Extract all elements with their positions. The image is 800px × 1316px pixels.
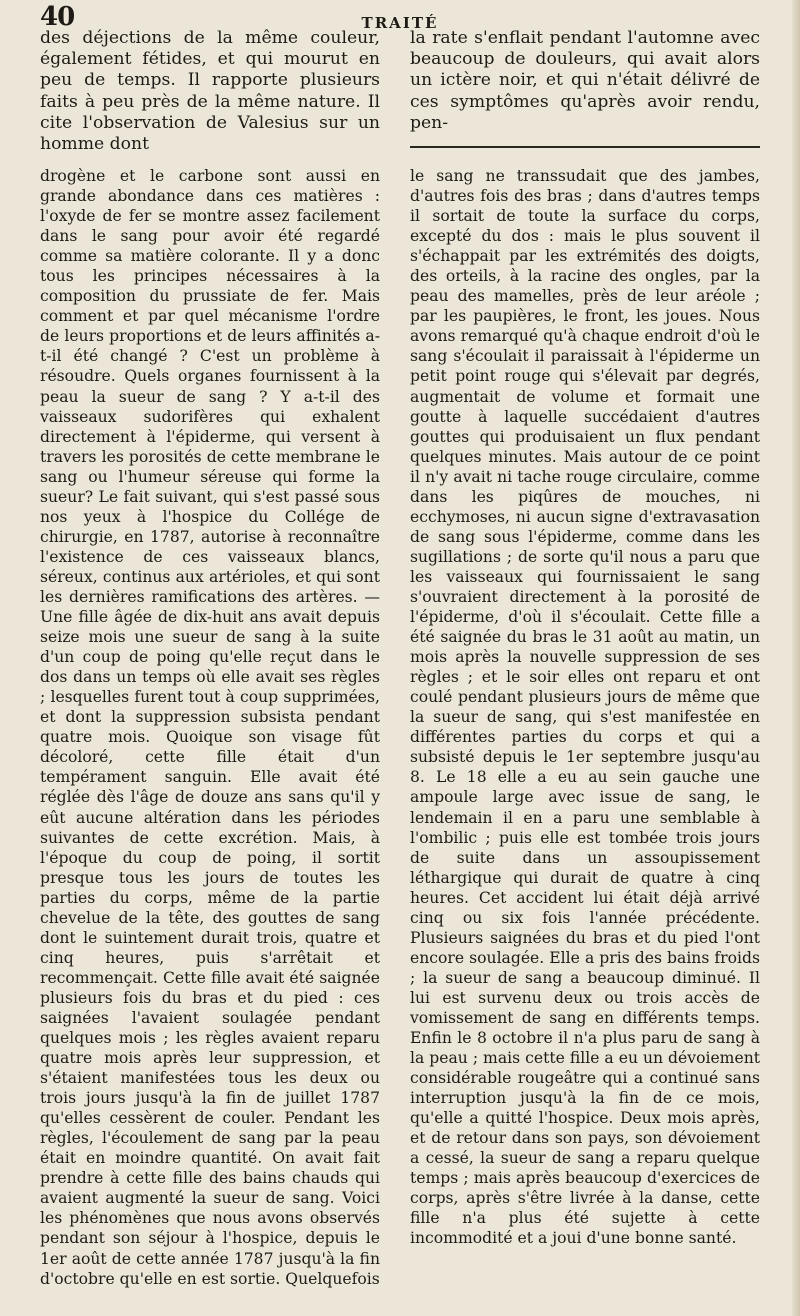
main-text-right-column: la rate s'enflait pendant l'automne avec beaucoup de douleurs, qui avait alors un ictère noir, et qui n'était délivré de ces symptômes qu'après avoir rendu, pen-: [410, 28, 760, 133]
footnote-left-column: drogène et le carbone sont aussi en grande abondance dans ces matières : l'oxyde de fer se montre assez facilement dans le sang pour avoir été regardé comme sa matière colorante. Il y a donc tous les principes nécessaires à la composition du prussiate de fer. Mais comment et par quel mécanisme l'ordre de leurs proportions et de leurs affinités a-t-il été changé ? C'est un problème à résoudre. Quels organes fournissent à la peau la sueur de sang ? Y a-t-il des vaisseaux sudorifères qui exhalent directement à l'épiderme, qui versent à travers les porosités de cette membrane le sang ou l'humeur séreuse qui forme la sueur? Le fait suivant, qui s'est passé sous nos yeux à l'hospice du Collége de chirurgie, en 1787, autorise à reconnaître l'existence de ces vaisseaux blancs, séreux, continus aux artérioles, et qui sont les dernières ramifications des artères. — Une fille âgée de dix-huit ans avait depuis seize mois une sueur de sang à la suite d'un coup de poing qu'elle reçut dans le dos dans un temps où elle avait ses règles ; lesquelles furent tout à coup supprimées, et dont la suppression subsista pendant quatre mois. Quoique son visage fût décoloré, cette fille était d'un tempérament sanguin. Elle avait été réglée dès l'âge de douze ans sans qu'il y eût aucune altération dans les périodes suivantes de cette excrétion. Mais, à l'époque du coup de poing, il sortit presque tous les jours de toutes les parties du corps, même de la partie chevelue de la tête, des gouttes de sang dont le suintement durait trois, quatre et cinq heures, puis s'arrêtait et recommençait. Cette fille avait été saignée plusieurs fois du bras et du pied : ces saignées l'avaient soulagée pendant quelques mois ; les règles avaient reparu quatre mois après leur suppression, et s'étaient manifestées tous les deux ou trois jours jusqu'à la fin de juillet 1787 qu'elles cessèrent de couler. Pendant les règles, l'écoulement de sang par la peau était en moindre quantité. On avait fait prendre à cette fille des bains chauds qui avaient augmenté la sueur de sang. Voici les phénomènes que nous avons observés pendant son séjour à l'hospice, depuis le 1er août de cette année 1787 jusqu'à la fin d'octobre qu'elle en est sortie. Quelquefois: [40, 167, 380, 1288]
running-title: TRAITÉ: [361, 14, 439, 32]
page-edge-shadow: [792, 0, 800, 1316]
footnote-right-column: le sang ne transsudait que des jambes, d'autres fois des bras ; dans d'autres temps il sortait de toute la surface du corps, excepté du dos : mais le plus souvent il s'échappait par les extrémités des doigts, des orteils, à la racine des ongles, par la peau des mamelles, près de leur aréole ; par les paupières, le front, les joues. Nous avons remarqué qu'à chaque endroit d'où le sang s'écoulait il paraissait à l'épiderme un petit point rouge qui s'élevait par degrés, augmentait de volume et formait une goutte à laquelle succédaient d'autres gouttes qui produisaient un flux pendant quelques minutes. Mais autour de ce point il n'y avait ni tache rouge circulaire, comme dans les piqûres de mouches, ni ecchymoses, ni aucun signe d'extravasation de sang sous l'épiderme, comme dans les sugillations ; de sorte qu'il nous a paru que les vaisseaux qui fournissaient le sang s'ouvraient directement à la porosité de l'épiderme, d'où il s'écoulait. Cette fille a été saignée du bras le 31 août au matin, un mois après la nouvelle suppression de ses règles ; et le soir elles ont reparu et ont coulé pendant plusieurs jours de même que la sueur de sang, qui s'est manifestée en différentes parties du corps et qui a subsisté depuis le 1er septembre jusqu'au 8. Le 18 elle a eu au sein gauche une ampoule large avec issue de sang, le lendemain il en a paru une semblable à l'ombilic ; puis elle est tombée trois jours de suite dans un assoupissement léthargique qui durait de quatre à cinq heures. Cet accident lui était déjà arrivé cinq ou six fois l'année précédente. Plusieurs saignées du bras et du pied l'ont encore soulagée. Elle a pris des bains froids ; la sueur de sang a beaucoup diminué. Il lui est survenu deux ou trois accès de vomissement de sang en différents temps. Enfin le 8 octobre il n'a plus paru de sang à la peau ; mais cette fille a eu un dévoiement considérable rougeâtre qui a continué sans interruption jusqu'à la fin de ce mois, qu'elle a quitté l'hospice. Deux mois après, et de retour dans son pays, son dévoiement a cessé, la sueur de sang a reparu quelque temps ; mais après beaucoup d'exercices de corps, après s'être livrée à la danse, cette fille n'a plus été sujette à cette incommodité et a joui d'une bonne santé.: [410, 167, 760, 1248]
page-number: 40: [40, 2, 75, 32]
footnote-separator-rule: [410, 146, 760, 148]
main-text-left-column: des déjections de la même couleur, également fétides, et qui mourut en peu de temps. Il rapporte plusieurs faits à peu près de la même nature. Il cite l'observation de Valesius sur un homme dont: [40, 28, 380, 155]
